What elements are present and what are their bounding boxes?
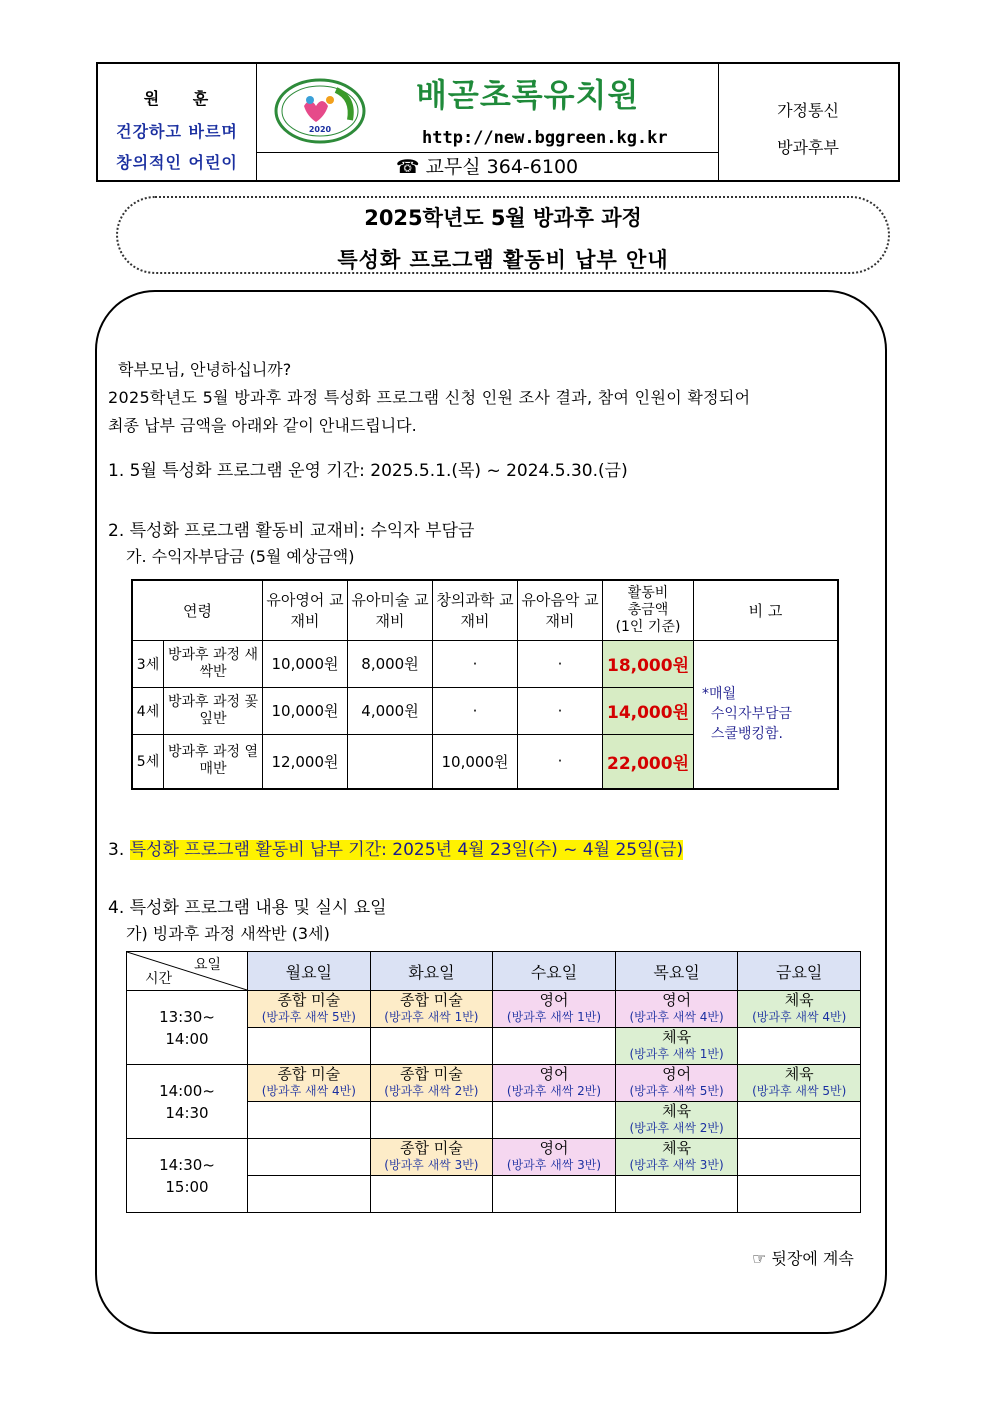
fee-header-total-1: 활동비 xyxy=(627,584,669,601)
fee-class: 방과후 과정 새싹반 xyxy=(164,640,263,687)
schedule-cell xyxy=(738,1139,861,1176)
schedule-cell xyxy=(370,1176,493,1213)
fee-header-english: 유아영어 교재비 xyxy=(263,580,348,640)
fee-class: 방과후 과정 꽃잎반 xyxy=(164,687,263,734)
schedule-cell xyxy=(738,1028,861,1065)
time-start: 14:00~ xyxy=(159,1081,215,1100)
fee-row-3 xyxy=(132,640,838,687)
schedule-row xyxy=(127,1065,861,1102)
fee-total: 14,000원 xyxy=(603,687,694,734)
class-label: (방과후 새싹 3반) xyxy=(629,1158,724,1172)
fee-remark xyxy=(694,640,839,789)
payment-period-highlight: 특성화 프로그램 활동비 납부 기간: 2025년 4월 23일(수) ~ 4월 25일(금) xyxy=(129,840,684,860)
fee-science: 10,000원 xyxy=(433,734,518,789)
motto-line-2: 창의적인 어린이 xyxy=(116,153,238,172)
section-1-period: 1. 5월 특성화 프로그램 운영 기간: 2025.5.1.(목) ~ 2024.5.30.(금) xyxy=(108,461,628,481)
schedule-cell xyxy=(615,991,738,1028)
section-3 xyxy=(108,835,683,860)
day-header: 월요일 xyxy=(248,952,371,991)
school-phone: ☎ 교무실 364-6100 xyxy=(256,152,718,181)
time-slot xyxy=(127,1065,248,1139)
schedule-cell xyxy=(615,1065,738,1102)
fee-art: 4,000원 xyxy=(348,687,433,734)
day-header: 목요일 xyxy=(615,952,738,991)
fee-total: 18,000원 xyxy=(603,640,694,687)
class-label: (방과후 새싹 5반) xyxy=(752,1084,847,1098)
school-name: 배곧초록유치원 xyxy=(416,76,640,114)
class-label: (방과후 새싹 1반) xyxy=(629,1047,724,1061)
subject-label: 체육 xyxy=(784,1065,814,1083)
title-line-1: 2025학년도 5월 방과후 과정 xyxy=(364,206,642,230)
schedule-cell xyxy=(370,1028,493,1065)
schedule-row xyxy=(127,1139,861,1176)
schedule-cell xyxy=(493,1028,616,1065)
class-label: (방과후 새싹 2반) xyxy=(384,1084,479,1098)
fee-remark-3: 스쿨뱅킹함. xyxy=(710,726,783,743)
schedule-cell xyxy=(738,1065,861,1102)
intro-line-2: 최종 납부 금액을 아래와 같이 안내드립니다. xyxy=(108,416,417,435)
doc-department: 방과후부 xyxy=(777,138,839,157)
schedule-cell xyxy=(248,1028,371,1065)
subject-label: 종합 미술 xyxy=(400,991,463,1009)
schedule-cell xyxy=(615,1102,738,1139)
schedule-cell xyxy=(370,1102,493,1139)
fee-table xyxy=(131,579,839,790)
time-slot xyxy=(127,991,248,1065)
schedule-cell xyxy=(248,1176,371,1213)
class-label: (방과후 새싹 3반) xyxy=(506,1158,602,1172)
doc-category xyxy=(718,64,898,180)
fee-header-science: 창의과학 교재비 xyxy=(433,580,518,640)
fee-music: · xyxy=(518,734,603,789)
schedule-cell xyxy=(615,1028,738,1065)
schedule-cell xyxy=(738,1176,861,1213)
fee-header-age: 연령 xyxy=(132,580,263,640)
section-2-sub: 가. 수익자부담금 (5월 예상금액) xyxy=(126,547,355,566)
day-header: 수요일 xyxy=(493,952,616,991)
fee-header-total-2: 총금액 xyxy=(627,601,669,618)
svg-text:2020: 2020 xyxy=(308,125,332,134)
school-info xyxy=(256,64,719,180)
class-label: (방과후 새싹 5반) xyxy=(629,1084,724,1098)
fee-music: · xyxy=(518,640,603,687)
fee-remark-2: 수익자부담금 xyxy=(710,706,793,723)
schedule-cell xyxy=(615,1176,738,1213)
schedule-cell xyxy=(248,1102,371,1139)
schedule-cell xyxy=(493,1139,616,1176)
fee-class: 방과후 과정 열매반 xyxy=(164,734,263,789)
doc-type: 가정통신 xyxy=(777,101,839,120)
subject-label: 체육 xyxy=(662,1028,692,1046)
fee-age: 3세 xyxy=(132,640,164,687)
continued-note: ☞ 뒷장에 계속 xyxy=(752,1249,854,1268)
schedule-cell xyxy=(248,991,371,1028)
subject-label: 체육 xyxy=(662,1102,692,1120)
greeting: 학부모님, 안녕하십니까? xyxy=(118,360,292,379)
fee-art: 8,000원 xyxy=(348,640,433,687)
subject-label: 종합 미술 xyxy=(277,991,341,1009)
time-start: 13:30~ xyxy=(159,1007,215,1026)
class-label: (방과후 새싹 4반) xyxy=(752,1010,847,1024)
document-title-box xyxy=(116,196,890,274)
section-4-sub: 가) 빙과후 과정 새싹반 (3세) xyxy=(126,924,330,943)
schedule-cell xyxy=(370,1139,493,1176)
schedule-cell xyxy=(493,1065,616,1102)
fee-science: · xyxy=(433,640,518,687)
section-3-prefix: 3. xyxy=(108,840,130,860)
class-label: (방과후 새싹 2반) xyxy=(629,1121,724,1135)
fee-age: 4세 xyxy=(132,687,164,734)
fee-art xyxy=(348,734,433,789)
day-header: 금요일 xyxy=(738,952,861,991)
motto-line-1: 건강하고 바르며 xyxy=(116,122,238,141)
section-4-title: 4. 특성화 프로그램 내용 및 실시 요일 xyxy=(108,898,387,918)
time-end: 14:30 xyxy=(165,1103,209,1122)
fee-remark-1: *매월 xyxy=(702,686,737,703)
schedule-corner xyxy=(127,952,248,991)
fee-header-music: 유아음악 교재비 xyxy=(518,580,603,640)
time-slot xyxy=(127,1139,248,1213)
section-2-title: 2. 특성화 프로그램 활동비 교재비: 수익자 부담금 xyxy=(108,521,475,541)
corner-day-label: 요일 xyxy=(193,957,221,973)
fee-header-total xyxy=(603,580,694,640)
school-url-link[interactable]: http://new.bggreen.kg.kr xyxy=(422,128,668,148)
schedule-cell xyxy=(738,991,861,1028)
schedule-row xyxy=(127,991,861,1028)
motto-title: 원 훈 xyxy=(143,89,223,108)
fee-english: 10,000원 xyxy=(263,640,348,687)
class-label: (방과후 새싹 2반) xyxy=(506,1084,602,1098)
time-end: 15:00 xyxy=(165,1177,209,1196)
schedule-table xyxy=(126,951,861,1213)
subject-label: 체육 xyxy=(662,1139,692,1157)
subject-label: 체육 xyxy=(784,991,814,1009)
class-label: (방과후 새싹 5반) xyxy=(261,1010,356,1024)
subject-label: 종합 미술 xyxy=(400,1139,463,1157)
subject-label: 종합 미술 xyxy=(277,1065,341,1083)
schedule-cell xyxy=(370,1065,493,1102)
class-label: (방과후 새싹 1반) xyxy=(506,1010,602,1024)
class-label: (방과후 새싹 4반) xyxy=(261,1084,356,1098)
fee-science: · xyxy=(433,687,518,734)
schedule-cell xyxy=(248,1065,371,1102)
schedule-cell xyxy=(370,991,493,1028)
schedule-cell xyxy=(738,1102,861,1139)
title-line-2: 특성화 프로그램 활동비 납부 안내 xyxy=(337,248,669,272)
subject-label: 종합 미술 xyxy=(400,1065,463,1083)
school-motto xyxy=(98,64,257,180)
schedule-cell xyxy=(248,1139,371,1176)
intro-line-1: 2025학년도 5월 방과후 과정 특성화 프로그램 신청 인원 조사 결과, 참여 인원이 확정되어 xyxy=(108,388,751,407)
subject-label: 영어 xyxy=(662,991,692,1009)
subject-label: 영어 xyxy=(539,1065,569,1083)
time-end: 14:00 xyxy=(165,1029,209,1048)
fee-total: 22,000원 xyxy=(603,734,694,789)
subject-label: 영어 xyxy=(662,1065,692,1083)
class-label: (방과후 새싹 4반) xyxy=(629,1010,724,1024)
schedule-cell xyxy=(493,991,616,1028)
corner-time-label: 시간 xyxy=(145,971,173,987)
day-header: 화요일 xyxy=(370,952,493,991)
school-logo-icon xyxy=(274,76,370,146)
fee-age: 5세 xyxy=(132,734,164,789)
class-label: (방과후 새싹 3반) xyxy=(384,1158,479,1172)
subject-label: 영어 xyxy=(539,991,569,1009)
fee-music: · xyxy=(518,687,603,734)
fee-header-total-3: (1인 기준) xyxy=(615,618,681,635)
schedule-cell xyxy=(493,1102,616,1139)
fee-english: 10,000원 xyxy=(263,687,348,734)
schedule-cell xyxy=(615,1139,738,1176)
letterhead xyxy=(96,62,900,182)
fee-header-art: 유아미술 교재비 xyxy=(348,580,433,640)
class-label: (방과후 새싹 1반) xyxy=(384,1010,479,1024)
schedule-cell xyxy=(493,1176,616,1213)
fee-english: 12,000원 xyxy=(263,734,348,789)
fee-header-remark: 비 고 xyxy=(694,580,839,640)
subject-label: 영어 xyxy=(539,1139,569,1157)
time-start: 14:30~ xyxy=(159,1155,215,1174)
